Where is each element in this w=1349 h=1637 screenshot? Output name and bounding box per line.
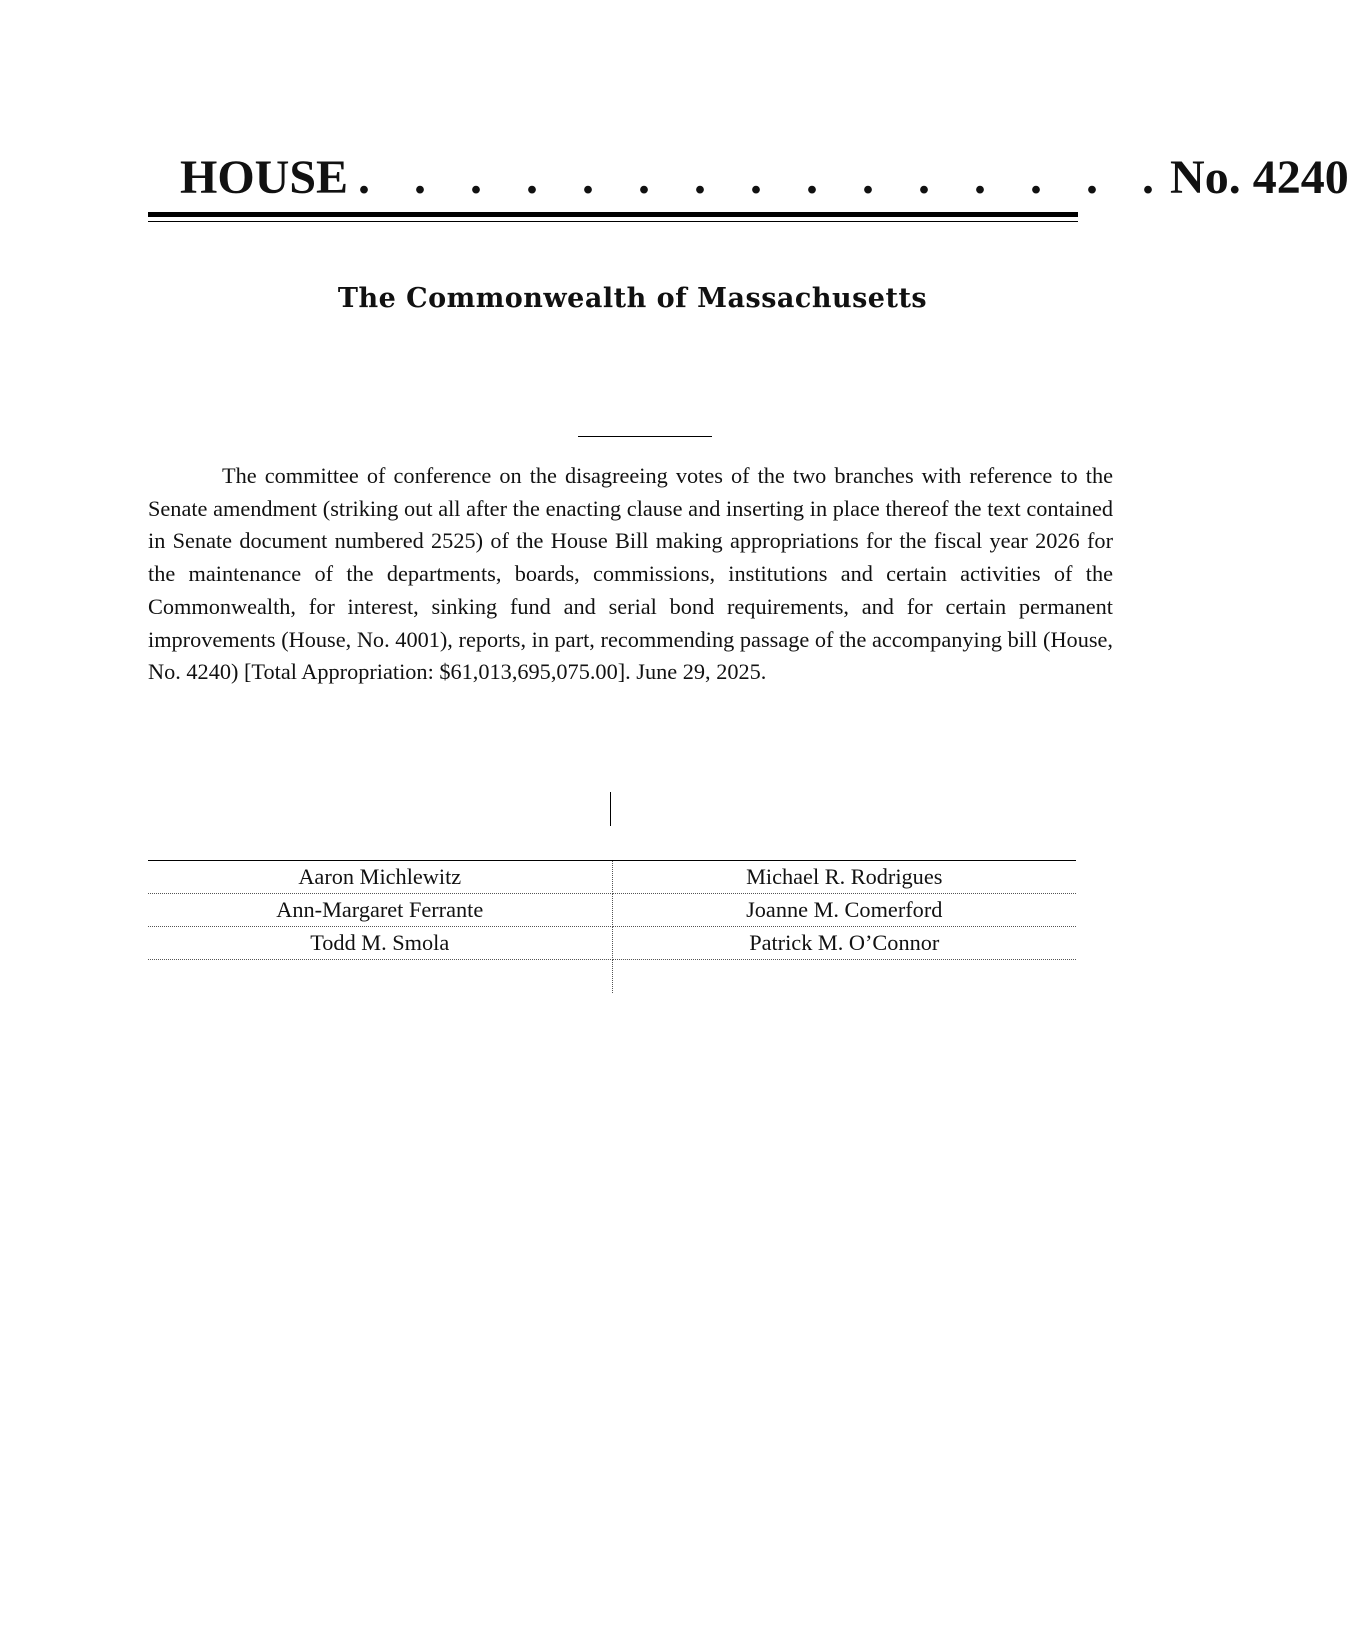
committee-report-paragraph: The committee of conference on the disagreeing votes of the two branches with reference to the Senate amendment (striking out all after the enacting clause and inserting in place thereof the text contained in Senate document numbered 2525) of the House Bill making appropriations for the fiscal year 2026 for the maintenance of the departments, boards, commissions, institutions and certain activities of the Commonwealth, for interest, sinking fund and serial bond requirements, and for certain permanent improvements (House, No. 4001), reports, in part, recommending passage of the accompanying bill (House, No. 4240) [Total Appropriation: $61,013,695,075.00]. June 29, 2025. [148, 463, 1113, 685]
senate-signer: Patrick M. O’Connor [612, 927, 1076, 960]
house-signer: Ann-Margaret Ferrante [148, 894, 612, 927]
house-signer: Todd M. Smola [148, 927, 612, 960]
dot-leaders: . . . . . . . . . . . . . . . [358, 151, 1171, 204]
senate-signer: Joanne M. Comerford [612, 894, 1076, 927]
blank-cell [612, 960, 1076, 994]
signature-divider-top [610, 792, 611, 826]
bill-number: No. 4240 [1170, 151, 1349, 204]
bill-header [180, 148, 1349, 208]
signature-table [148, 861, 1076, 993]
chamber-name: HOUSE [180, 151, 349, 204]
commonwealth-title: The Commonwealth of Massachusetts [337, 283, 928, 314]
table-row-blank [148, 960, 1076, 994]
table-row [148, 894, 1076, 927]
blank-cell [148, 960, 612, 994]
header-rule-thick [148, 212, 1078, 217]
senate-signer: Michael R. Rodrigues [612, 861, 1076, 894]
table-row [148, 861, 1076, 894]
house-signer: Aaron Michlewitz [148, 861, 612, 894]
header-rule-thin [148, 221, 1078, 222]
separator-rule [578, 436, 712, 437]
table-row [148, 927, 1076, 960]
